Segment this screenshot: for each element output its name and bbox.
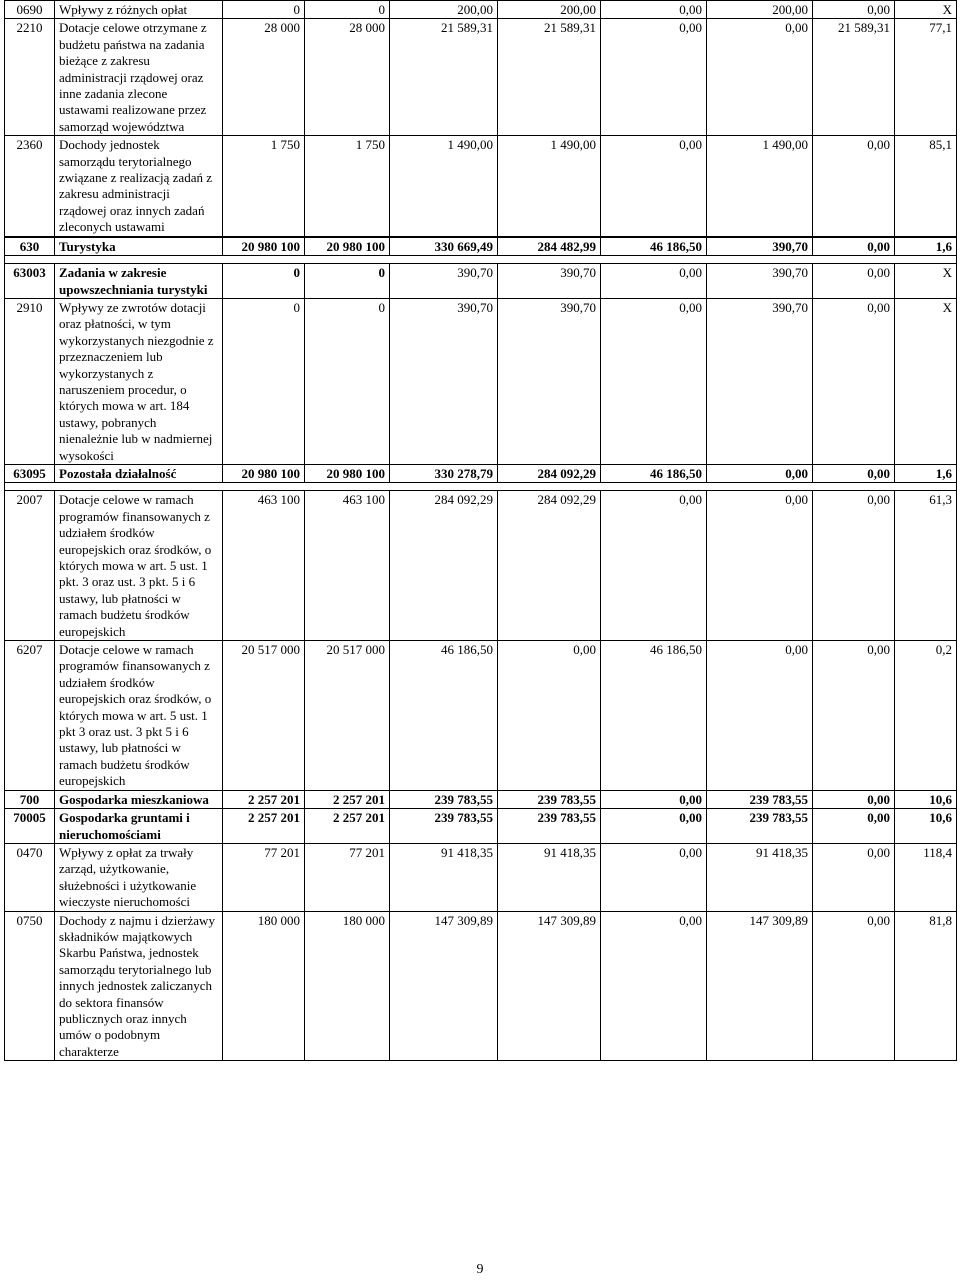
row-value: 0,00 <box>601 19 707 136</box>
budget-income-table <box>4 0 957 1061</box>
row-value: 200,00 <box>498 1 601 19</box>
table-row <box>5 843 957 911</box>
row-value: 330 278,79 <box>390 464 498 482</box>
row-value: 390,70 <box>498 264 601 299</box>
row-value: 147 309,89 <box>390 911 498 1061</box>
row-description: Dochody z najmu i dzierżawy składników majątkowych Skarbu Państwa, jednostek samorządu terytorialnego lub innych jednostek zaliczanych do sektora finansów publicznych oraz innych umów o podobnym charakterze <box>55 911 223 1061</box>
row-code: 63095 <box>5 464 55 482</box>
row-description: Wpływy z opłat za trwały zarząd, użytkowanie, służebności i użytkowanie wieczyste nieruchomości <box>55 843 223 911</box>
row-value: 390,70 <box>390 264 498 299</box>
row-description: Gospodarka mieszkaniowa <box>55 790 223 808</box>
row-percent: 10,6 <box>895 790 957 808</box>
row-value: 147 309,89 <box>707 911 813 1061</box>
row-value: 46 186,50 <box>601 641 707 791</box>
row-value: 0,00 <box>813 911 895 1061</box>
row-value: 0 <box>223 1 305 19</box>
row-percent: 10,6 <box>895 809 957 844</box>
row-value: 2 257 201 <box>223 790 305 808</box>
row-value: 0,00 <box>813 136 895 237</box>
row-value: 0 <box>305 1 390 19</box>
row-spacer <box>5 256 957 264</box>
row-value: 1 750 <box>305 136 390 237</box>
row-percent: X <box>895 298 957 464</box>
row-value: 284 482,99 <box>498 237 601 256</box>
row-value: 180 000 <box>305 911 390 1061</box>
table-row <box>5 19 957 136</box>
row-value: 0,00 <box>813 790 895 808</box>
row-value: 330 669,49 <box>390 237 498 256</box>
row-value: 0,00 <box>813 641 895 791</box>
table-row <box>5 136 957 237</box>
row-code: 0750 <box>5 911 55 1061</box>
row-code: 70005 <box>5 809 55 844</box>
row-value: 28 000 <box>305 19 390 136</box>
row-percent: X <box>895 264 957 299</box>
row-value: 0,00 <box>601 491 707 641</box>
row-code: 2007 <box>5 491 55 641</box>
row-description: Dotacje celowe w ramach programów finansowanych z udziałem środków europejskich oraz środków, o których mowa w art. 5 ust. 1 pkt. 3 oraz ust. 3 pkt. 5 i 6 ustawy, lub płatności w ramach budżetu środków europejskich <box>55 491 223 641</box>
row-value: 0,00 <box>601 809 707 844</box>
row-value: 390,70 <box>707 237 813 256</box>
row-percent: 0,2 <box>895 641 957 791</box>
row-code: 63003 <box>5 264 55 299</box>
row-code: 2910 <box>5 298 55 464</box>
row-value: 284 092,29 <box>390 491 498 641</box>
table-row <box>5 641 957 791</box>
row-value: 77 201 <box>223 843 305 911</box>
row-code: 6207 <box>5 641 55 791</box>
row-description: Wpływy ze zwrotów dotacji oraz płatności, w tym wykorzystanych niezgodnie z przeznaczeniem lub wykorzystanych z naruszeniem procedur, o których mowa w art. 184 ustawy, pobranych nienależnie lub w nadmiernej wysokości <box>55 298 223 464</box>
row-description: Wpływy z różnych opłat <box>55 1 223 19</box>
row-value: 0,00 <box>707 464 813 482</box>
row-value: 0,00 <box>813 464 895 482</box>
row-value: 463 100 <box>223 491 305 641</box>
row-value: 147 309,89 <box>498 911 601 1061</box>
row-value: 200,00 <box>390 1 498 19</box>
row-value: 2 257 201 <box>305 790 390 808</box>
table-row-subchapter <box>5 809 957 844</box>
row-code: 0470 <box>5 843 55 911</box>
row-value: 239 783,55 <box>498 790 601 808</box>
row-value: 20 517 000 <box>305 641 390 791</box>
row-value: 1 490,00 <box>390 136 498 237</box>
row-description: Dotacje celowe w ramach programów finansowanych z udziałem środków europejskich oraz środków, o których mowa w art. 5 ust. 1 pkt 3 oraz ust. 3 pkt 5 i 6 ustawy, lub płatności w ramach budżetu środków europejskich <box>55 641 223 791</box>
row-value: 91 418,35 <box>390 843 498 911</box>
table-row <box>5 298 957 464</box>
row-value: 46 186,50 <box>601 237 707 256</box>
row-value: 1 490,00 <box>498 136 601 237</box>
row-code: 700 <box>5 790 55 808</box>
row-value: 0,00 <box>813 298 895 464</box>
table-row-subchapter <box>5 464 957 482</box>
row-spacer <box>5 483 957 491</box>
row-value: 0 <box>305 264 390 299</box>
row-value: 91 418,35 <box>707 843 813 911</box>
row-value: 0,00 <box>813 491 895 641</box>
row-percent: 85,1 <box>895 136 957 237</box>
row-value: 0,00 <box>707 491 813 641</box>
row-value: 0,00 <box>813 1 895 19</box>
row-value: 20 980 100 <box>305 237 390 256</box>
table-row <box>5 491 957 641</box>
row-value: 0,00 <box>813 843 895 911</box>
row-description: Turystyka <box>55 237 223 256</box>
row-value: 1 490,00 <box>707 136 813 237</box>
row-value: 239 783,55 <box>707 809 813 844</box>
row-value: 0 <box>223 298 305 464</box>
table-row-chapter <box>5 790 957 808</box>
row-value: 0,00 <box>707 641 813 791</box>
row-value: 20 980 100 <box>305 464 390 482</box>
row-value: 21 589,31 <box>390 19 498 136</box>
row-description: Zadania w zakresie upowszechniania turystyki <box>55 264 223 299</box>
row-value: 0,00 <box>601 298 707 464</box>
row-value: 284 092,29 <box>498 464 601 482</box>
row-value: 463 100 <box>305 491 390 641</box>
row-value: 0 <box>223 264 305 299</box>
row-value: 20 517 000 <box>223 641 305 791</box>
row-value: 0,00 <box>601 264 707 299</box>
row-code: 0690 <box>5 1 55 19</box>
row-value: 284 092,29 <box>498 491 601 641</box>
page-number: 9 <box>476 1262 484 1277</box>
row-value: 0,00 <box>498 641 601 791</box>
row-value: 239 783,55 <box>390 809 498 844</box>
row-code: 630 <box>5 237 55 256</box>
row-value: 0,00 <box>813 264 895 299</box>
row-value: 0,00 <box>601 843 707 911</box>
row-value: 46 186,50 <box>601 464 707 482</box>
row-value: 2 257 201 <box>223 809 305 844</box>
row-value: 0,00 <box>601 136 707 237</box>
row-value: 239 783,55 <box>390 790 498 808</box>
row-value: 21 589,31 <box>813 19 895 136</box>
table-row <box>5 1 957 19</box>
row-value: 77 201 <box>305 843 390 911</box>
row-percent: 1,6 <box>895 464 957 482</box>
row-value: 91 418,35 <box>498 843 601 911</box>
row-percent: 1,6 <box>895 237 957 256</box>
table-row-chapter <box>5 237 957 256</box>
row-value: 28 000 <box>223 19 305 136</box>
row-value: 0,00 <box>707 19 813 136</box>
row-value: 2 257 201 <box>305 809 390 844</box>
row-value: 390,70 <box>390 298 498 464</box>
row-value: 390,70 <box>707 298 813 464</box>
row-value: 180 000 <box>223 911 305 1061</box>
table-row <box>5 911 957 1061</box>
row-value: 21 589,31 <box>498 19 601 136</box>
row-value: 1 750 <box>223 136 305 237</box>
row-description: Dotacje celowe otrzymane z budżetu państwa na zadania bieżące z zakresu administracji rządowej oraz inne zadania zlecone ustawami realizowane przez samorząd województwa <box>55 19 223 136</box>
row-value: 200,00 <box>707 1 813 19</box>
row-value: 239 783,55 <box>707 790 813 808</box>
row-value: 0 <box>305 298 390 464</box>
row-value: 0,00 <box>813 237 895 256</box>
row-value: 20 980 100 <box>223 464 305 482</box>
row-percent: 118,4 <box>895 843 957 911</box>
row-value: 0,00 <box>601 790 707 808</box>
row-code: 2210 <box>5 19 55 136</box>
row-value: 239 783,55 <box>498 809 601 844</box>
row-description: Pozostała działalność <box>55 464 223 482</box>
row-percent: 61,3 <box>895 491 957 641</box>
row-value: 390,70 <box>707 264 813 299</box>
row-value: 390,70 <box>498 298 601 464</box>
table-row-subchapter <box>5 264 957 299</box>
row-description: Dochody jednostek samorządu terytorialnego związane z realizacją zadań z zakresu administracji rządowej oraz innych zadań zleconych ustawami <box>55 136 223 237</box>
row-percent: 81,8 <box>895 911 957 1061</box>
row-percent: X <box>895 1 957 19</box>
row-value: 0,00 <box>601 1 707 19</box>
row-value: 20 980 100 <box>223 237 305 256</box>
row-percent: 77,1 <box>895 19 957 136</box>
row-value: 0,00 <box>813 809 895 844</box>
row-value: 0,00 <box>601 911 707 1061</box>
row-value: 46 186,50 <box>390 641 498 791</box>
row-description: Gospodarka gruntami i nieruchomościami <box>55 809 223 844</box>
row-code: 2360 <box>5 136 55 237</box>
